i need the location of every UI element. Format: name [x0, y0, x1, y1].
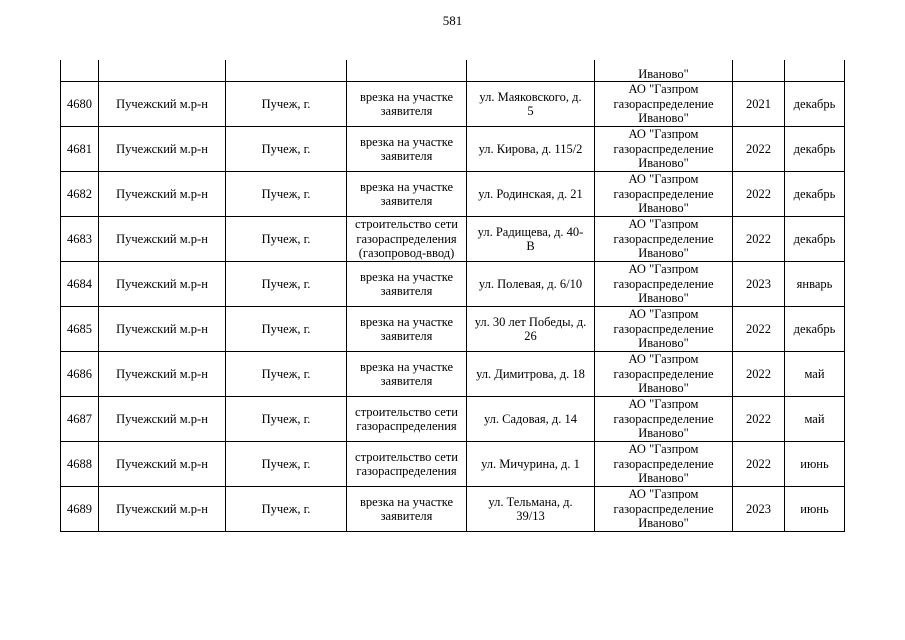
cell-year: 2022	[733, 127, 785, 172]
cell-organization: АО "Газпром газораспределение Иваново"	[595, 262, 733, 307]
cell-year	[733, 60, 785, 82]
cell-district: Пучежский м.р-н	[99, 262, 226, 307]
table-row	[61, 397, 845, 442]
cell-organization: АО "Газпром газораспределение Иваново"	[595, 217, 733, 262]
cell-district: Пучежский м.р-н	[99, 352, 226, 397]
cell-year: 2022	[733, 352, 785, 397]
cell-settlement: Пучеж, г.	[226, 217, 347, 262]
cell-district: Пучежский м.р-н	[99, 442, 226, 487]
cell-work-type: строительство сети газораспределения (газопровод-ввод)	[347, 217, 467, 262]
cell-work-type: врезка на участке заявителя	[347, 487, 467, 532]
cell-year: 2022	[733, 397, 785, 442]
cell-month: декабрь	[785, 172, 845, 217]
cell-num: 4685	[61, 307, 99, 352]
cell-work-type: врезка на участке заявителя	[347, 262, 467, 307]
cell-district: Пучежский м.р-н	[99, 127, 226, 172]
gasification-table	[60, 60, 845, 532]
cell-settlement: Пучеж, г.	[226, 127, 347, 172]
cell-address: ул. Радищева, д. 40- В	[467, 217, 595, 262]
cell-address	[467, 60, 595, 82]
cell-month: декабрь	[785, 217, 845, 262]
cell-work-type: строительство сети газораспределения	[347, 442, 467, 487]
cell-address: ул. Димитрова, д. 18	[467, 352, 595, 397]
cell-organization: АО "Газпром газораспределение Иваново"	[595, 127, 733, 172]
cell-num: 4688	[61, 442, 99, 487]
cell-num: 4681	[61, 127, 99, 172]
cell-work-type: врезка на участке заявителя	[347, 127, 467, 172]
cell-num	[61, 60, 99, 82]
cell-month: декабрь	[785, 82, 845, 127]
cell-year: 2022	[733, 217, 785, 262]
cell-settlement: Пучеж, г.	[226, 82, 347, 127]
cell-district: Пучежский м.р-н	[99, 487, 226, 532]
cell-settlement: Пучеж, г.	[226, 442, 347, 487]
table-row	[61, 262, 845, 307]
table-body	[61, 60, 845, 532]
cell-work-type: врезка на участке заявителя	[347, 352, 467, 397]
cell-organization: АО "Газпром газораспределение Иваново"	[595, 487, 733, 532]
table-row	[61, 442, 845, 487]
cell-organization: АО "Газпром газораспределение Иваново"	[595, 397, 733, 442]
cell-work-type: врезка на участке заявителя	[347, 172, 467, 217]
cell-month: январь	[785, 262, 845, 307]
cell-address: ул. Маяковского, д. 5	[467, 82, 595, 127]
page-number: 581	[442, 13, 463, 28]
cell-settlement: Пучеж, г.	[226, 397, 347, 442]
cell-organization: АО "Газпром газораспределение Иваново"	[595, 352, 733, 397]
cell-organization: Иваново"	[595, 60, 733, 82]
cell-settlement: Пучеж, г.	[226, 352, 347, 397]
cell-address: ул. Родинская, д. 21	[467, 172, 595, 217]
cell-district: Пучежский м.р-н	[99, 172, 226, 217]
table-row	[61, 217, 845, 262]
cell-organization: АО "Газпром газораспределение Иваново"	[595, 82, 733, 127]
table-row-continuation	[61, 60, 845, 82]
table-row	[61, 487, 845, 532]
cell-district: Пучежский м.р-н	[99, 307, 226, 352]
cell-month: декабрь	[785, 307, 845, 352]
cell-work-type	[347, 60, 467, 82]
cell-month	[785, 60, 845, 82]
cell-organization: АО "Газпром газораспределение Иваново"	[595, 442, 733, 487]
cell-num: 4684	[61, 262, 99, 307]
table-row	[61, 352, 845, 397]
cell-num: 4689	[61, 487, 99, 532]
cell-district: Пучежский м.р-н	[99, 82, 226, 127]
cell-settlement: Пучеж, г.	[226, 172, 347, 217]
cell-num: 4683	[61, 217, 99, 262]
cell-district: Пучежский м.р-н	[99, 397, 226, 442]
table-row	[61, 127, 845, 172]
cell-address: ул. Полевая, д. 6/10	[467, 262, 595, 307]
cell-month: июнь	[785, 487, 845, 532]
cell-month: май	[785, 352, 845, 397]
cell-work-type: врезка на участке заявителя	[347, 82, 467, 127]
cell-settlement: Пучеж, г.	[226, 487, 347, 532]
cell-num: 4680	[61, 82, 99, 127]
cell-settlement: Пучеж, г.	[226, 262, 347, 307]
table-row	[61, 307, 845, 352]
cell-year: 2022	[733, 172, 785, 217]
cell-year: 2023	[733, 262, 785, 307]
cell-work-type: врезка на участке заявителя	[347, 307, 467, 352]
cell-organization: АО "Газпром газораспределение Иваново"	[595, 172, 733, 217]
cell-settlement	[226, 60, 347, 82]
cell-month: июнь	[785, 442, 845, 487]
cell-settlement: Пучеж, г.	[226, 307, 347, 352]
cell-num: 4682	[61, 172, 99, 217]
cell-year: 2022	[733, 307, 785, 352]
cell-year: 2022	[733, 442, 785, 487]
cell-address: ул. Тельмана, д. 39/13	[467, 487, 595, 532]
cell-month: май	[785, 397, 845, 442]
cell-district	[99, 60, 226, 82]
cell-address: ул. Мичурина, д. 1	[467, 442, 595, 487]
table-row	[61, 82, 845, 127]
table-row	[61, 172, 845, 217]
cell-address: ул. Садовая, д. 14	[467, 397, 595, 442]
cell-organization: АО "Газпром газораспределение Иваново"	[595, 307, 733, 352]
cell-work-type: строительство сети газораспределения	[347, 397, 467, 442]
cell-num: 4686	[61, 352, 99, 397]
cell-num: 4687	[61, 397, 99, 442]
cell-address: ул. Кирова, д. 115/2	[467, 127, 595, 172]
cell-district: Пучежский м.р-н	[99, 217, 226, 262]
cell-month: декабрь	[785, 127, 845, 172]
cell-address: ул. 30 лет Победы, д. 26	[467, 307, 595, 352]
cell-year: 2021	[733, 82, 785, 127]
cell-year: 2023	[733, 487, 785, 532]
